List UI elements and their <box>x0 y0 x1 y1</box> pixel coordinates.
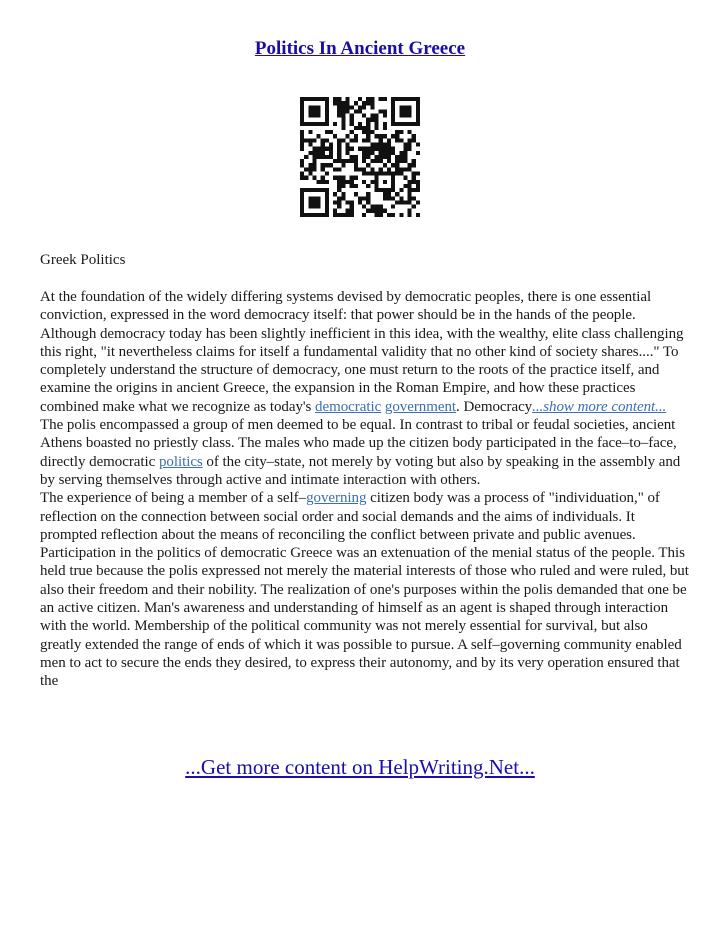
paragraph-1-tail: . Democracy <box>456 398 533 415</box>
paragraph-1-text: At the foundation of the widely differing systems devised by democratic peoples, there is one essential conviction, expressed in the word democracy itself: that power should be in the hands of the people. Although democracy today has been slightly inefficient in this idea, with the wealthy, elite class challenging this right, "it nevertheless claims for itself a fundamental validity that no other kind of society shares...." To completely understand the structure of democracy, one must return to the roots of the practice itself, and examine the origins in ancient Greece, the expansion in the Roman Empire, and how these practices combined make what we recognize as today's <box>40 289 684 415</box>
title-link[interactable]: Politics In Ancient Greece <box>254 38 466 59</box>
link-politics[interactable]: politics <box>158 453 203 470</box>
essay-body <box>40 288 690 691</box>
paragraph-2-text: The polis encompassed a group of men deemed to be equal. In contrast to tribal or feudal societies, ancient Athens boasted no priestly class. The males who made up the citizen body participated in the face–to–face, directly democratic <box>40 417 677 470</box>
link-government[interactable]: government <box>384 398 457 415</box>
cta-container <box>0 755 720 780</box>
paragraph-1 <box>40 288 690 416</box>
essay-subtitle: Greek Politics <box>40 252 126 268</box>
paragraph-3-text: The experience of being a member of a self– <box>40 490 307 507</box>
document-title <box>0 38 720 60</box>
qr-code-icon <box>300 97 420 217</box>
link-governing[interactable]: governing <box>306 490 367 507</box>
paragraph-3 <box>40 489 690 690</box>
link-democratic[interactable]: democratic <box>315 398 382 415</box>
show-more-link[interactable]: ...show more content... <box>532 398 667 415</box>
paragraph-3-tail: citizen body was a process of "individuation," of reflection on the connection between social order and social demands and the aims of individuals. It prompted reflection about the means of reconciling the conflict between private and public avenues. Participation in the politics of democratic Greece was an extenuation of the menial status of the people. This held true because the polis expressed not merely the material interests of those who ruled and were ruled, but also their freedom and their nobility. The realization of one's purposes within the polis demanded that one be an active citizen. Man's awareness and understanding of himself as an agent is shaped through interaction with the world. Membership of the political community was not merely essential for survival, but also greatly extended the range of ends of which it was possible to pursue. A self–governing community enabled men to act to secure the ends they desired, to express their autonomy, and by its very operation ensured that the <box>40 490 689 690</box>
paragraph-2 <box>40 416 690 489</box>
get-more-content-link[interactable]: ...Get more content on HelpWriting.Net... <box>185 755 535 779</box>
paragraph-2-tail: of the city–state, not merely by voting but also by speaking in the assembly and by serving themselves through active and intimate interaction with others. <box>40 453 681 488</box>
